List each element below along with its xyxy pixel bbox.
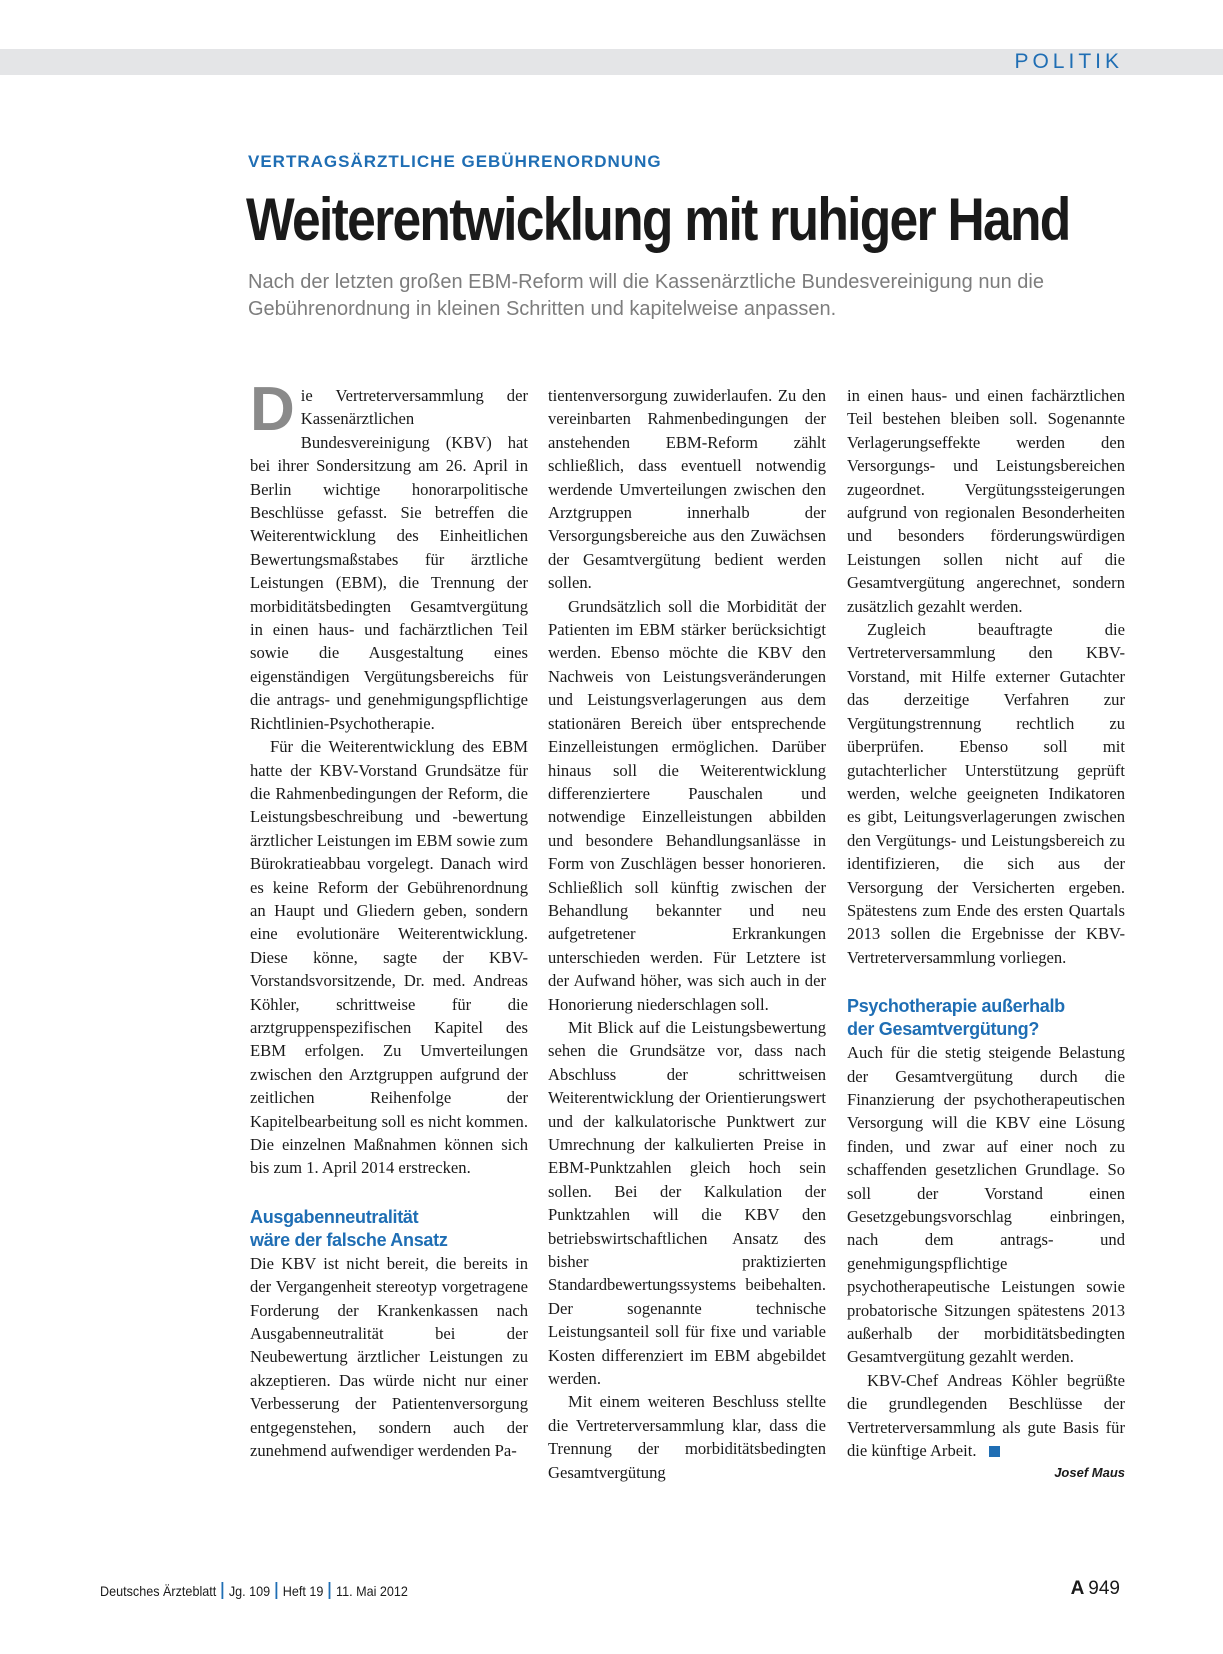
paragraph-text: KBV-Chef Andreas Köhler begrüßte die grundlegenden Beschlüsse der Vertreterversammlung als gute Basis für die künftige Arbeit.: [847, 1370, 1126, 1461]
paragraph: tientenversorgung zuwiderlaufen. Zu den vereinbarten Rahmenbedingungen der anstehenden EBM-Reform zählt schließlich, dass eventuell notwendig werdende Umverteilungen zwischen den Arztgruppen innerhalb der Versorgungsbereiche aus den Zuwächsen der Gesamtvergütung bedient werden sollen.: [548, 386, 826, 593]
paragraph: Mit einem weiteren Beschluss stellte die Vertreterversammlung klar, dass die Trennung der morbiditätsbedingten Gesamtvergütung: [548, 1392, 826, 1482]
paragraph: Grundsätzlich soll die Morbidität der Patienten im EBM stärker berücksichtigt werden. Ebenso möchte die KBV den Nachweis von Leistungsveränderungen und Leistungsverlagerungen aus dem stationären Bereich über entsprechende Einzelleistungen ermöglichen. Darüber hinaus soll die Weiterentwicklung differenziertere Pauschalen und notwendige Einzelleistungen abbilden und besondere Behandlungsanlässe in Form von Zuschlägen besser honorieren. Schließlich soll künftig zwischen der Behandlung bekannter und neu aufgetretener Erkrankungen unterschieden werden. Für Letztere ist der Aufwand höher, was sich auch in der Honorierung niederschlagen soll.: [548, 596, 826, 1014]
page-number-value: 949: [1088, 1578, 1120, 1599]
issue-date: 11. Mai 2012: [336, 1583, 408, 1599]
page-number: [1071, 1578, 1120, 1600]
journal-name: Deutsches Ärzteblatt: [100, 1583, 217, 1599]
paragraph: in einen haus- und einen fachärztlichen Teil bestehen bleiben soll. Sogenannte Verlagerungseffekte werden den Versorgungs- und Leistungsbereichen zugeordnet. Vergütungssteigerungen aufgrund von regionalen Besonderheiten und besonders förderungswürdigen Leistungen sollen nicht auf die Gesamtvergütung angerechnet, sondern zusätzlich gezahlt werden.: [847, 386, 1125, 616]
text-column-2: [548, 384, 826, 1484]
paragraph: Mit Blick auf die Leistungsbewertung sehen die Grundsätze vor, dass nach Abschluss der schrittweisen Weiterentwicklung der Orientierungswert und der kalkulatorische Punktwert zur Umrechnung der kalkulierten Preise in EBM-Punktzahlen gleich hoch sein sollen. Bei der Kalkulation der Punktzahlen will die KBV den betriebswirtschaftlichen Ansatz des bisher praktizierten Standardbewertungssystems beibehalten. Der sogenannte technische Leistungsanteil soll für fixe und variable Kosten differenziert im EBM abgebildet werden.: [548, 1017, 826, 1389]
subheading-line: wäre der falsche Ansatz: [250, 1229, 448, 1250]
paragraph: Die KBV ist nicht bereit, die bereits in der Vergangenheit stereotyp vorgetragene Forderung der Krankenkassen nach Ausgabenneutralität bei der Neubewertung ärztlicher Leistungen zu akzeptieren. Das würde nicht nur einer Verbesserung der Patientenversorgung entgegenstehen, sondern auch der zunehmend aufwendiger werdenden Pa-: [250, 1253, 528, 1461]
end-mark-icon: [989, 1446, 1000, 1457]
paragraph: [847, 1369, 1125, 1463]
paragraph: Für die Weiterentwicklung des EBM hatte der KBV-Vorstand Grundsätze für die Rahmenbedingungen der Reform, die Leistungsbeschreibung und -bewertung ärztlicher Leistungen im EBM sowie zum Bürokratieabbau vorgelegt. Danach wird es keine Reform der Gebührenordnung an Haupt und Gliedern geben, sondern eine evolutionäre Weiterentwicklung. Diese könne, sagte der KBV-Vorstandsvorsitzende, Dr. med. Andreas Köhler, schrittweise für die arztgruppenspezifischen Kapitel des EBM erfolgen. Zu Umverteilungen zwischen den Arztgruppen aufgrund der zeitlichen Reihenfolge der Kapitelbearbeitung soll es nicht kommen. Die einzelnen Maßnahmen können sich bis zum 1. April 2014 erstrecken.: [250, 737, 528, 1178]
paragraph-text: ie Vertreterversammlung der Kassenärztlichen Bundesvereinigung (KBV) hat bei ihrer Sondersitzung am 26. April in Berlin wichtige honorarpolitische Beschlüsse gefasst. Sie betreffen die Weiterentwicklung des Einheitlichen Bewertungsmaßstabes für ärztliche Leistungen (EBM), die Trennung der morbiditätsbedingten Gesamtvergütung in einen haus- und fachärztlichen Teil sowie die Ausgestaltung eines eigenständigen Vergütungsbereichs für die antrags- und genehmigungspflichtige Richtlinien-Psychotherapie.: [250, 386, 528, 733]
separator: [276, 1582, 278, 1599]
subheading: [847, 995, 1125, 1041]
page-prefix: A: [1070, 1578, 1085, 1599]
issue: Heft 19: [282, 1583, 324, 1599]
paragraph: [250, 375, 528, 735]
subheading-line: der Gesamtvergütung?: [847, 1019, 1040, 1040]
text-column-1: [250, 375, 528, 1462]
separator: [222, 1582, 224, 1599]
separator: [329, 1582, 331, 1599]
subheading: [250, 1206, 528, 1252]
article-lead: Nach der letzten großen EBM-Reform will die Kassenärztliche Bundesvereinigung nun die Gebührenordnung in kleinen Schritten und kapitelweise anpassen.: [248, 271, 1044, 320]
article-headline: Weiterentwicklung mit ruhiger Hand: [246, 186, 1070, 253]
section-label: POLITIK: [1014, 50, 1123, 73]
subheading-line: Ausgabenneutralität: [250, 1206, 419, 1227]
volume: Jg. 109: [228, 1583, 271, 1599]
article-kicker: VERTRAGSÄRZTLICHE GEBÜHRENORDNUNG: [248, 152, 662, 171]
paragraph: Auch für die stetig steigende Belastung der Gesamtvergütung durch die Finanzierung der psychotherapeutischen Versorgung will die KBV eine Lösung finden, und zwar auf einer noch zu schaffenden gesetzlichen Grundlage. So soll der Vorstand einen Gesetzgebungsvorschlag einbringen, nach dem antrags- und genehmigungspflichtige psychotherapeutische Leistungen sowie probatorische Sitzungen spätestens 2013 außerhalb der morbiditätsbedingten Gesamtvergütung gezahlt werden.: [847, 1043, 1125, 1367]
drop-cap: D: [250, 375, 295, 444]
text-column-3: [847, 384, 1125, 1484]
paragraph: Zugleich beauftragte die Vertreterversammlung den KBV-Vorstand, mit Hilfe externer Gutachter das derzeitige Verfahren zur Vergütungstrennung rechtlich zu überprüfen. Ebenso soll mit gutachterlicher Unterstützung geprüft werden, welche geeigneten Indikatoren es gibt, Leitungsverlagerungen zwischen den Vergütungs- und Leistungsbereich zu identifizieren, die sich aus der Versorgung der Versicherten ergeben. Spätestens zum Ende des ersten Quartals 2013 sollen die Ergebnisse der KBV-Vertreterversammlung vorliegen.: [847, 620, 1125, 967]
page-footer: [100, 1582, 408, 1599]
author-name: Josef Maus: [1054, 1465, 1125, 1481]
subheading-line: Psychotherapie außerhalb: [847, 996, 1065, 1017]
